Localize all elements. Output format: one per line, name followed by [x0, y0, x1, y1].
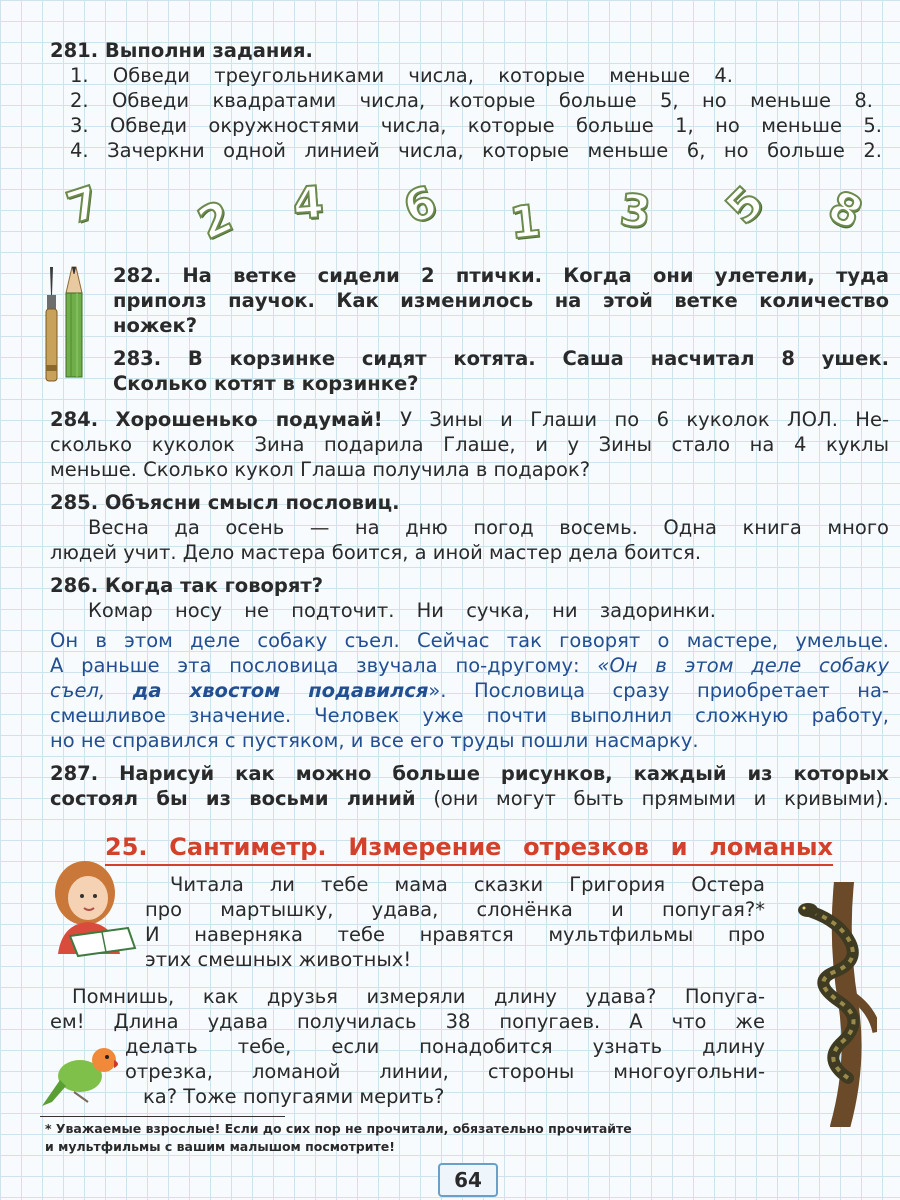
- exercise-281-item-4: 4. Зачеркни одной линией числа, которые меньше 6, но больше 2.: [70, 139, 882, 162]
- exercise-285-heading: 285. Объясни смысл пословиц.: [50, 491, 400, 514]
- exercise-281-heading: 281. Выполни задания.: [50, 39, 313, 62]
- page-number: 64: [438, 1163, 498, 1197]
- digit-1: 1: [507, 195, 544, 250]
- exercise-287-line-1: 287. Нарисуй как можно больше рисунков, каждый из которых: [50, 762, 889, 785]
- digit-2: 2: [190, 190, 240, 251]
- exercise-285-line-1: Весна да осень — на дню погод восемь. Одна книга много: [88, 516, 889, 539]
- digit-7: 7: [60, 176, 106, 235]
- girl-reading-icon: [40, 858, 140, 958]
- intro-line-1: Читала ли тебе мама сказки Григория Остера: [170, 873, 765, 896]
- boa-on-branch-icon: [782, 882, 877, 1127]
- note-line-1: Он в этом деле собаку съел. Сейчас так говорят о мастере, умельце.: [50, 629, 889, 652]
- parrot-icon: [40, 1040, 125, 1110]
- note-line-4: смешливое значение. Человек уже почти выполнил сложную работу,: [50, 704, 889, 727]
- intro-para2-line-4: отрезка, ломаной линии, стороны многоугольни-: [125, 1060, 765, 1083]
- intro-line-4: этих смешных животных!: [145, 948, 412, 971]
- exercise-284-line-3: меньше. Сколько кукол Глаша получила в подарок?: [50, 458, 591, 481]
- pen-and-pencil-icon: [38, 265, 88, 385]
- footnote-divider: [40, 1116, 285, 1117]
- digit-3: 3: [617, 184, 654, 239]
- exercise-285-line-2: людей учит. Дело мастера боится, а иной мастер дела боится.: [50, 541, 702, 564]
- note-line-5: но не справился с пустяком, и все его труды пошли насмарку.: [50, 729, 699, 752]
- section-title: 25. Сантиметр. Измерение отрезков и ломаных: [105, 832, 833, 866]
- exercise-287-line-2: состоял бы из восьми линий (они могут быть прямыми и кривыми).: [50, 787, 889, 810]
- exercise-284-line-1: 284. Хорошенько подумай! У Зины и Глаши по 6 куколок ЛОЛ. Не-: [50, 408, 890, 431]
- digit-6: 6: [397, 176, 444, 235]
- digit-5: 5: [716, 176, 775, 235]
- digit-8: 8: [820, 180, 870, 241]
- intro-para2-line-1: Помнишь, как друзья измеряли длину удава? Попуга-: [72, 985, 765, 1008]
- exercise-286-line-1: Комар носу не подточит. Ни сучка, ни задоринки.: [88, 599, 716, 622]
- exercise-283-line-1: 283. В корзинке сидят котята. Саша насчитал 8 ушек.: [113, 347, 889, 370]
- exercise-281-item-1: 1. Обведи треугольниками числа, которые меньше 4.: [70, 64, 733, 87]
- exercise-282-line-3: ножек?: [113, 314, 198, 337]
- exercise-286-heading: 286. Когда так говорят?: [50, 574, 324, 597]
- note-line-2: А раньше эта пословица звучала по-другому: «Он в этом деле собаку: [50, 654, 889, 677]
- footnote-line-2: и мультфильмы с вашим малышом посмотрите!: [45, 1139, 395, 1154]
- exercise-281-item-3: 3. Обведи окружностями числа, которые больше 1, но меньше 5.: [70, 114, 882, 137]
- exercise-284-line-2: сколько куколок Зина подарила Глаше, и у Зины стало на 4 куклы: [50, 433, 889, 456]
- intro-line-2: про мартышку, удава, слонёнка и попугая?*: [145, 898, 765, 921]
- exercise-281-item-2: 2. Обведи квадратами числа, которые больше 5, но меньше 8.: [70, 89, 873, 112]
- intro-para2-line-5: ка? Тоже попугаями мерить?: [143, 1085, 445, 1108]
- exercise-282-line-2: приполз паучок. Как изменилось на этой ветке количество: [113, 289, 889, 312]
- exercise-283-line-2: Сколько котят в корзинке?: [113, 372, 419, 395]
- digit-4: 4: [291, 176, 326, 231]
- footnote-line-1: * Уважаемые взрослые! Если до сих пор не прочитали, обязательно прочитайте: [45, 1121, 632, 1136]
- intro-line-3: И наверняка тебе нравятся мультфильмы про: [145, 923, 765, 946]
- exercise-282-line-1: 282. На ветке сидели 2 птички. Когда они улетели, туда: [113, 264, 889, 287]
- intro-para2-line-3: делать тебе, если понадобится узнать длину: [125, 1035, 765, 1058]
- intro-para2-line-2: ем! Длина удава получилась 38 попугаев. А что же: [50, 1010, 765, 1033]
- note-line-3: съел, да хвостом подавился». Пословица сразу приобретает на-: [50, 679, 890, 702]
